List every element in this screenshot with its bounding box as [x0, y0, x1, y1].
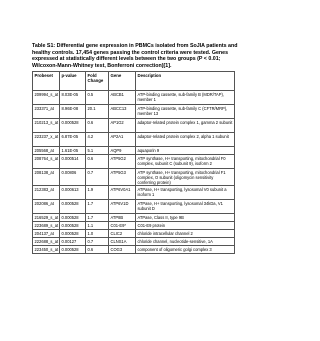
- cell-gene: ATP8B: [109, 214, 136, 222]
- cell-pvalue: 0.000613: [60, 186, 86, 200]
- cell-fold-change: 1.0: [86, 230, 109, 238]
- cell-fold-change: 5.1: [86, 147, 109, 155]
- cell-description: chloride channel, nucleotide-sensitive, 1A: [136, 238, 235, 246]
- header-pvalue: p-value: [60, 72, 86, 91]
- cell-probeset: 210213_s_at: [33, 119, 60, 133]
- cell-probeset: 233371_at: [33, 105, 60, 119]
- cell-probeset: 209994_s_at: [33, 91, 60, 105]
- cell-pvalue: 0.000528: [60, 119, 86, 133]
- table-row: [33, 169, 235, 186]
- cell-fold-change: 20.1: [86, 105, 109, 119]
- cell-gene: CLNS1A: [109, 238, 136, 246]
- cell-gene: ATP5G2: [109, 155, 136, 169]
- cell-gene: CLIC2: [109, 230, 136, 238]
- cell-probeset: 208764_s_at: [33, 155, 60, 169]
- table-row: [33, 230, 235, 238]
- cell-gene: C01-E9*: [109, 222, 136, 230]
- header-gene: Gene: [109, 72, 136, 91]
- table-row: [33, 200, 235, 214]
- cell-probeset: 208138_at: [33, 169, 60, 186]
- cell-description: ATP-binding cassette, sub-family C (CFTR/MRP), member 13: [136, 105, 235, 119]
- table-row: [33, 155, 235, 169]
- table-row: [33, 105, 235, 119]
- cell-pvalue: 0.000528: [60, 214, 86, 222]
- cell-fold-change: 1.9: [86, 186, 109, 200]
- cell-fold-change: 1.7: [86, 200, 109, 214]
- cell-description: adaptor-related protein complex 2, alpha 1 subunit: [136, 133, 235, 147]
- cell-fold-change: 1.7: [86, 214, 109, 222]
- cell-gene: COG3: [109, 246, 136, 254]
- cell-probeset: 202086_at: [33, 200, 60, 214]
- cell-gene: ATP6V0A1: [109, 186, 136, 200]
- table-header-row: [33, 72, 235, 91]
- cell-description: ATPase, H+ transporting, lysosomal V0 subunit a isoform 1: [136, 186, 235, 200]
- cell-pvalue: 6.87E-05: [60, 133, 86, 147]
- cell-description: ATP-binding cassette, sub-family B (MDR/TAP), member 1: [136, 91, 235, 105]
- cell-probeset: 223237_x_at: [33, 133, 60, 147]
- header-description: Description: [136, 72, 235, 91]
- cell-gene: ATP6V1D: [109, 200, 136, 214]
- table-row: [33, 119, 235, 133]
- cell-description: ATPase, H+ transporting, lysosomal 34kDa, V1 subunit D: [136, 200, 235, 214]
- table-row: [33, 133, 235, 147]
- cell-fold-change: 4.2: [86, 133, 109, 147]
- cell-probeset: 223450_s_at: [34, 246, 59, 252]
- cell-pvalue: 8.03E-05: [60, 91, 86, 105]
- cell-pvalue: 0.000528: [60, 200, 86, 214]
- cell-gene: ATP5G3: [109, 169, 136, 186]
- cell-probeset: 212383_at: [33, 186, 60, 200]
- cell-probeset: 223689_s_at: [34, 222, 59, 228]
- cell-pvalue: 0.000514: [60, 155, 86, 169]
- table-body: [33, 91, 235, 254]
- cell-pvalue: 0.000528: [60, 230, 86, 238]
- cell-description: aquaporin 9: [136, 147, 235, 155]
- cell-probeset: 205568_at: [33, 147, 60, 155]
- cell-description: chloride intracellular channel 2: [136, 230, 235, 238]
- cell-pvalue: 1.61E-05: [60, 147, 86, 155]
- cell-pvalue: 0.000528: [60, 222, 86, 230]
- cell-fold-change: 0.6: [86, 246, 109, 254]
- cell-fold-change: 0.5: [86, 91, 109, 105]
- gene-expression-table: [32, 71, 235, 254]
- header-fold-change: Fold Change: [86, 72, 109, 91]
- cell-pvalue: 8.96E-08: [60, 105, 86, 119]
- cell-pvalue: 0.00806: [60, 169, 86, 186]
- cell-fold-change: 0.6: [86, 119, 109, 133]
- cell-fold-change: 0.7: [86, 238, 109, 246]
- table-row: [33, 147, 235, 155]
- cell-gene: ABCC13: [109, 105, 136, 119]
- cell-pvalue: 0.000528: [60, 246, 86, 254]
- cell-description: ATP synthase, H+ transporting, mitochondrial F1 complex, O subunit (oligomycin sensitivity conferring protein): [136, 169, 235, 186]
- cell-pvalue: 0.00127: [60, 238, 86, 246]
- table-row: [33, 91, 235, 105]
- table-row: [33, 222, 235, 230]
- cell-gene: ABCB1: [109, 91, 136, 105]
- header-probeset: Probeset: [33, 72, 60, 91]
- cell-description: ATPase, Class II, type 9B: [136, 214, 235, 222]
- table-caption: Table S1: Differential gene expression in PBMCs isolated from SoJIA patients and healthy controls. 17,454 genes passing the control criteria were tested. Genes expressed at statistically different levels between the two groups (P < 0.01; Wilcoxon-Mann-Whitney test, Bonferroni correction)[1].: [32, 43, 238, 69]
- cell-description: C01-E9 protein: [136, 222, 235, 230]
- cell-fold-change: 0.6: [86, 155, 109, 169]
- cell-description: adaptor-related protein complex 1, gamma 2 subunit: [136, 119, 235, 133]
- cell-description: component of oligomeric golgi complex 3: [136, 246, 235, 254]
- cell-probeset: 222688_s_at: [34, 238, 59, 244]
- cell-fold-change: 0.7: [86, 169, 109, 186]
- table-row: [33, 246, 235, 254]
- table-row: [33, 214, 235, 222]
- table-row: [33, 186, 235, 200]
- table-row: [33, 238, 235, 246]
- cell-gene: AP1G2: [109, 119, 136, 133]
- cell-probeset: 216529_s_at: [34, 214, 59, 220]
- cell-gene: AP2A1: [109, 133, 136, 147]
- cell-fold-change: 1.1: [86, 222, 109, 230]
- cell-gene: AQP9: [109, 147, 136, 155]
- cell-probeset: 204137_at: [33, 230, 60, 238]
- cell-description: ATP synthase, H+ transporting, mitochondrial F0 complex, subunit C (subunit 9), isoform 2: [136, 155, 235, 169]
